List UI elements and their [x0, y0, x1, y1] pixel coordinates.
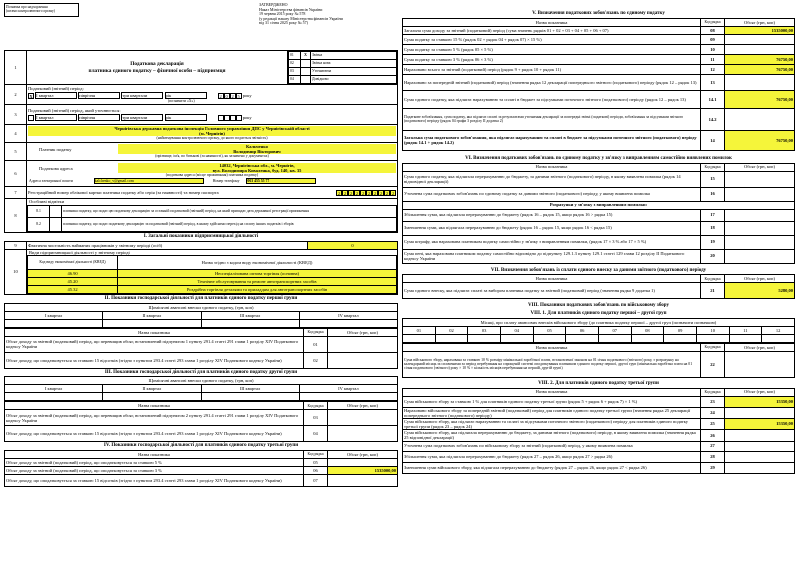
row-11-name: Сума податку за ставкою 3 % (рядок 06 × 3 %) [403, 54, 701, 64]
id-digit[interactable]: 2 [349, 190, 353, 196]
amount-head: Обсяг (грн, коп) [328, 328, 398, 336]
row-04-name: Обсяг доходу, що оподатковується за ставкою 15 відсотків (згідно з пунктом 293.4 статті 293 глави 1 розділу XIV Податкового кодексу України) [5, 426, 304, 442]
stamp-box [4, 3, 79, 17]
row-25-value[interactable]: 15350,00 [725, 418, 795, 429]
amount-head: Обсяг (грн, коп) [725, 343, 795, 351]
month-mark[interactable] [533, 334, 566, 342]
id-digit[interactable]: 2 [367, 190, 371, 196]
row-29-name: Зменшення суми військового збору, яка підлягала перерахуванню до бюджету (рядок 27 – рядок 26, якщо рядок 27 < рядка 26) [403, 462, 701, 473]
row-24-value[interactable] [725, 407, 795, 418]
section-1-table: 9 Фактична чисельність найманих працівників у звітному періоді (осіб) 0 10 Види підприємницької діяльності у звітному періоді Код виду економічної діяльності (КВЕД) Назва згідно з кодом виду економічної діяльності (КВЕД) 46.90 Неспеціалізована оптова торгівля (основна) 45.20 Технічне обслуговування та ремонт автотранспортних засобів 45.32 Роздрібна торгівля деталями та приладдям для автотранспортних засобів [4, 241, 398, 295]
year-digit[interactable]: 2 [231, 93, 234, 99]
section-4-rows [4, 450, 398, 487]
period-q3: три квартали [121, 92, 163, 99]
section-3-rows [4, 401, 398, 442]
section-4-title: IV. Показники господарської діяльності для платників єдиного податку третьої групи [103, 443, 299, 449]
code-head: Код рядка [304, 328, 328, 336]
row-13-code: 13 [701, 74, 725, 90]
row-05-code: 05 [304, 459, 328, 467]
row-07-value[interactable] [328, 475, 398, 487]
row-02-value[interactable] [328, 352, 398, 368]
row-21-code: 21 [701, 283, 725, 299]
row-14-value[interactable]: 76750,00 [725, 130, 795, 150]
type-utochnyuyucha: Уточнююча [311, 68, 397, 76]
row-12-name: Нараховано всього за звітний (податковий) період (рядок 9 + рядок 10 + рядок 11) [403, 64, 701, 74]
row-10-name: Сума податку за ставкою 5 % (рядок 05 × 5 %) [403, 44, 701, 54]
month-cell: 05 [533, 326, 566, 334]
code-head: Код рядка [701, 275, 725, 283]
row-20-name: Сума пені, яка нарахована платником податку самостійно відповідно до підпункту 129.1.3 пункту 129.1 статті 129 глави 12 розділу II Податкового кодексу України [403, 249, 701, 263]
month-cell: 01 [403, 326, 436, 334]
row-26-code: 26 [701, 430, 725, 441]
row-141-code: 14.1 [701, 90, 725, 108]
row-24-name: Нараховано військового збору за попередній звітний (податковий) період для платників єдиного податку третьої групи (значення рядка 25 декларації попереднього звітного (податкового) періоду) [403, 407, 701, 418]
amount-head: Обсяг (грн, коп) [725, 18, 795, 26]
left-column [4, 2, 398, 487]
month-mark[interactable] [403, 334, 436, 342]
section-6-title: VI. Визначення податкових зобов'язань по єдиному податку у зв'язку з виправленням самостійно виявлених помилок [465, 155, 732, 161]
employees-label: Фактична чисельність найманих працівників у звітному періоді (осіб) [27, 241, 308, 249]
name-head: Назва показника [403, 18, 701, 26]
authority-note: (найменування контролюючого органу, до якого подається звітність) [156, 136, 268, 141]
type-dovidkovo: Довідково [311, 76, 397, 84]
quarter-4: IV квартал [299, 385, 397, 393]
name-head: Назва показника [403, 388, 701, 396]
quarter-4-value[interactable] [299, 393, 397, 401]
months-head: Місяці, про сплату авансових внесків військового збору (до платника податку першої – другої груп (позначити позначкою) [403, 318, 795, 326]
row-23-name: Сума військового збору за ставкою 1 % для платників єдиного податку третьої групи (рядок 5 + рядок 6 + рядок 7) × 1 %) [403, 396, 701, 407]
employees-value[interactable]: 0 [308, 241, 398, 249]
row-142-value[interactable] [725, 108, 795, 130]
payer-note: (прізвище, ім'я, по батькові (за наявності), як зазначено у документах) [155, 154, 269, 159]
type-mark-2[interactable] [301, 60, 311, 68]
type-mark-4[interactable] [301, 76, 311, 84]
quarter-1-value[interactable] [5, 393, 103, 401]
row-27-value[interactable] [725, 441, 795, 451]
code-head: Код рядка [701, 343, 725, 351]
address-note: (податкова адреса (місце проживання) платника податку) [165, 173, 259, 178]
period-year: рік [165, 92, 207, 99]
id-label: Реєстраційний номер облікової картки платника податку або серія (за наявності) та номер паспорта [28, 189, 219, 195]
special-label: Особливі відмітки [29, 199, 65, 205]
section-2-table [4, 303, 398, 328]
row-16-name: Уточнена сума податкових зобов'язань по єдиному податку за даними звітного (податкового) періоду, у якому виявлена помилка [403, 187, 701, 201]
special-82-mark[interactable] [50, 217, 62, 231]
stamp-line1: Позначка про надходження [6, 5, 48, 9]
month-cell: 12 [762, 326, 795, 334]
header-table: 1 Податкова декларація платника єдиного податку – фізичної особи – підприємця 01 Х Звітна 02 Звітна нова 03 Уточнююча 04 Довідково 2 Податковий (звітний) період: Х I квартал півріччя три квартали рік 2 0 2 5 року (позначити «Х») 3 Податковий (звітний) період, який уточнюється: I квартал півріччя три квартали рік року 4 Чернігівська державна податкова інспекція Головного управління ДПС у Чернігівській області (м. Чернігів) (найменування контролюючого органу, до якого подається звітність) 5 Платник податку Кальченко Володимир Вікторович (прізвище, ім'я, по батькові (за наявності), як зазначено у документах) 6 Податкова адреса 14032, Чернігівська обл., м. Чернігів, вул. Володимира Коваленка, буд. 140, кв. 35 (податкова адреса (місце проживання) платника податку) Адреса електронної пошти kalchenko_v@gmail.com Номер телефону 063 455 55 77 7 Реєстраційний номер облікової картки платника податку або серія (за наявності) та номер паспорта 2 2 2 2 2 2 2 2 2 2 8 Особливі відмітки 8.1 платника податку, що подає цю податкову декларацію за останній податковий (звітний) період, на який припадає дата державної реєстрації припинення 8.2 платника податку, що подає податкову декларацію за податковий (звітний) період, в якому здійснено перехід на сплату інших податків і зборів [4, 50, 398, 233]
row-25-code: 25 [701, 418, 725, 429]
row-07-code: 07 [304, 475, 328, 487]
row-22-code: 22 [701, 351, 725, 377]
section-2-rows [4, 328, 398, 369]
row-11-code: 11 [701, 54, 725, 64]
row-21-name: Сума єдиного внеску, яка підлягає сплаті за вибором платника податку за звітний (податковий) період (значення рядка 9 додатка 1) [403, 283, 701, 299]
row-23-code: 23 [701, 396, 725, 407]
section-82-title: VIII. 2. Для платників єдиного податку третьої групи [538, 380, 659, 386]
row-12-code: 12 [701, 64, 725, 74]
id-digit[interactable]: 2 [337, 190, 341, 196]
row-08-name: Загальна сума доходу за звітний (податковий) період (сума значень рядків 01 + 02 + 03 + 04 + 05 + 06 + 07) [403, 26, 701, 34]
month-mark[interactable] [729, 334, 762, 342]
code-head: Код рядка [304, 402, 328, 410]
row-18-code: 18 [701, 221, 725, 235]
row-19-name: Сума штрафу, яка нарахована платником податку самостійно у зв'язку з виправленням помилки, (рядок 17 × 3 % або 17 × 5 %) [403, 235, 701, 249]
order-edit-date: від 31 січня 2025 року № 57) [259, 20, 308, 26]
section-7-table [402, 274, 795, 299]
payer-surname: Кальченко [118, 144, 396, 149]
code-head: Код рядка [701, 388, 725, 396]
section-81-title: VIII. 1. Для платників єдиного податку першої – другої груп [530, 311, 667, 316]
row-14-code: 14 [701, 130, 725, 150]
row-09-value[interactable] [725, 34, 795, 44]
row-19-code: 19 [701, 235, 725, 249]
section-1-title: I. Загальні показники підприємницької діяльності [143, 234, 259, 239]
row-09-code: 09 [701, 34, 725, 44]
corrected-mark[interactable] [28, 115, 34, 121]
month-mark[interactable] [631, 334, 664, 342]
month-cell: 03 [468, 326, 501, 334]
row-12-value[interactable]: 76750,00 [725, 64, 795, 74]
month-cell: 08 [631, 326, 664, 334]
kved-code: 45.20 [28, 277, 118, 285]
row-15-name: Сума єдиного податку, яка підлягала перерахуванню до бюджету, за даними звітного (податкового) періоду, в якому виявлена помилка (рядок 14 відповідної декларації) [403, 171, 701, 187]
row-15-code: 15 [701, 171, 725, 187]
special-81-mark[interactable] [50, 205, 62, 217]
month-cell: 07 [598, 326, 631, 334]
row-16-value[interactable] [725, 187, 795, 201]
row-28-name: Збільшення суми, яка підлягала перерахуванню до бюджету (рядок 27 – рядок 26, якщо рядок 27 > рядка 26) [403, 451, 701, 462]
title-line2: платника єдиного податку – фізичної особи – підприємця [88, 67, 226, 74]
id-digit[interactable]: 2 [391, 190, 395, 196]
id-digit[interactable]: 2 [361, 190, 365, 196]
section-5-table [402, 18, 795, 151]
row-04-value[interactable] [328, 426, 398, 442]
row-08-code: 08 [701, 26, 725, 34]
corrected-year-digit[interactable] [236, 115, 242, 121]
row-19-value[interactable] [725, 235, 795, 249]
section-81-table [402, 343, 795, 378]
kved-code: 46.90 [28, 269, 118, 277]
row-14-name: Загальна сума податкового зобов'язання, яка підлягає нарахуванню та сплаті в бюджет за підсумками поточного звітного (податкового) періоду (рядок 14.1 + рядок 14.2) [403, 130, 701, 150]
period-half: півріччя [78, 92, 120, 99]
row-10-value[interactable] [725, 44, 795, 54]
special-81-text: платника податку, що подає цю податкову декларацію за останній податковий (звітний) період, на який припадає дата державної реєстрації припинення [62, 205, 397, 217]
month-cell: 02 [435, 326, 468, 334]
code-head: Код рядка [701, 163, 725, 171]
phone-field[interactable]: 063 455 55 77 [246, 178, 316, 184]
row-15-value[interactable] [725, 171, 795, 187]
section-82-table [402, 388, 795, 474]
name-head: Назва показника [5, 451, 304, 459]
year-digit[interactable]: 5 [237, 93, 240, 99]
row-01-name: Обсяг доходу за звітний (податковий) період, що перевищив обсяг, встановлений підпунктом 1 пункту 291.4 статті 291 глави 1 розділу XIV Податкового кодексу України [5, 336, 304, 352]
month-cell: 04 [500, 326, 533, 334]
phone-label: Номер телефону [212, 178, 240, 183]
month-mark[interactable] [762, 334, 795, 342]
row-20-code: 20 [701, 249, 725, 263]
section-8-title: VIII. Показники податкових зобов'язань по військовому збору [528, 303, 669, 309]
type-mark-3[interactable] [301, 68, 311, 76]
special-82-text: платника податку, що подає податкову декларацію за податковий (звітний) період, в якому здійснено перехід на сплату інших податків і зборів [62, 217, 397, 231]
quarter-1: I квартал [5, 385, 103, 393]
month-cell: 11 [729, 326, 762, 334]
quarter-4-value[interactable] [299, 319, 397, 327]
row-16-code: 16 [701, 187, 725, 201]
quarter-2-value[interactable] [103, 319, 201, 327]
kved-name-head: Назва згідно з кодом виду економічної діяльності (КВЕД) [118, 255, 397, 269]
row-07-name: Обсяг доходу, що оподатковується за ставкою 15 відсотків (згідно з пунктом 293.4 статті 293 глави 1 розділу XIV Податкового кодексу України) [5, 475, 304, 487]
kved-name: Технічне обслуговування та ремонт автотранспортних засобів [118, 277, 397, 285]
month-mark[interactable] [468, 334, 501, 342]
row-10-code: 10 [701, 44, 725, 54]
row-21-value[interactable]: 5280,00 [725, 283, 795, 299]
month-mark[interactable] [566, 334, 599, 342]
row-04-code: 04 [304, 426, 328, 442]
quarter-2: II квартал [103, 311, 201, 319]
address-line2: вул. Володимира Коваленка, буд. 140, кв. 35 [118, 168, 396, 173]
corrected-half: півріччя [78, 114, 120, 121]
row-29-code: 29 [701, 462, 725, 473]
period-note: (позначити «Х») [168, 98, 195, 103]
id-digit[interactable]: 2 [373, 190, 377, 196]
row-03-name: Обсяг доходу за звітний (податковий) період, що перевищив обсяг, встановлений підпунктом 2 пункту 291.4 статті 291 глави 1 розділу XIV Податкового кодексу України [5, 410, 304, 426]
row-28-code: 28 [701, 451, 725, 462]
month-mark[interactable] [435, 334, 468, 342]
year-label: року [242, 92, 252, 98]
order-date: 19 червня 2015 року № 578 [259, 11, 306, 17]
row-11-value[interactable]: 76750,00 [725, 54, 795, 64]
corrected-period-label: Податковий (звітний) період, який уточнюється: [28, 107, 121, 113]
row-13-name: Нараховано за попередній звітний (податковий) період (значення рядка 12 декларації попереднього звітного (податкового) періоду (рядок 12 – рядок 13) [403, 74, 701, 90]
quarter-3: III квартал [201, 385, 299, 393]
row-13-value[interactable] [725, 74, 795, 90]
quarter-2-value[interactable] [103, 393, 201, 401]
row-25-name: Сума військового збору, яка підлягає нарахуванню та сплаті за підсумками поточного звітного (податкового) періоду для платників єдиного податку третьої групи (рядок 23 – рядок 24) [403, 418, 701, 429]
months-table [402, 318, 795, 343]
corrected-q3: три квартали [121, 114, 163, 121]
month-mark[interactable] [598, 334, 631, 342]
row-22-value[interactable] [725, 351, 795, 377]
name-head: Назва показника [403, 275, 701, 283]
row-05-name: Обсяг доходу за звітний (податковий) період, що оподатковується за ставкою 5 % [5, 459, 304, 467]
period-label: Податковий (звітний) період: [28, 85, 84, 91]
name-head: Назва показника [5, 402, 304, 410]
row-18-value[interactable] [725, 221, 795, 235]
quarter-3: III квартал [201, 311, 299, 319]
quarter-4: IV квартал [299, 311, 397, 319]
row-05-value[interactable] [328, 459, 398, 467]
code-head: Код рядка [304, 451, 328, 459]
row-27-name: Уточнена сума податкових зобов'язань по військовому збору за звітний (податковий) період, у якому виявлена помилка [403, 441, 701, 451]
year-digit[interactable]: 0 [225, 93, 228, 99]
row-142-code: 14.2 [701, 108, 725, 130]
right-column [402, 10, 795, 474]
id-digit[interactable]: 2 [343, 190, 347, 196]
monthly-rate-label: Щомісячні авансові внески єдиного податку, (грн, коп) [5, 303, 398, 311]
section-6-table [402, 163, 795, 264]
approved-label: ЗАТВЕРДЖЕНО [259, 2, 288, 7]
order-label: Наказ Міністерства фінансів України [259, 6, 323, 12]
year-digit[interactable]: 2 [219, 93, 222, 99]
kved-name: Неспеціалізована оптова торгівля (основна) [118, 269, 397, 277]
type-mark[interactable]: Х [301, 52, 311, 60]
row-22-name: Сума військового збору, нарахована за ставкою 10 % розміру мінімальної заробітної плати, встановленої законом на 01 січня податкового (звітного) року, з розрахунку на календарний місяць за сплаченими за період перебування на спрощеній системі оподаткування платником єдиного податку першої, другої груп (мінімальна заробітна плата на 01 січня податкового (звітного) року × 10 % × кількість місяців перебування на першій, другій групі) [403, 351, 701, 377]
calc-head: Розрахунки у зв'язку з виправленням помилки: [403, 201, 795, 209]
payer-given-names: Володимир Вікторович [118, 149, 396, 154]
row-141-name: Сума єдиного податку, яка підлягає нарахуванню та сплаті в бюджет за підсумками поточного звітного (податкового) періоду (рядок 12 – рядок 13) [403, 90, 701, 108]
row-20-value[interactable] [725, 249, 795, 263]
row-26-value[interactable] [725, 430, 795, 441]
id-digit[interactable]: 2 [385, 190, 389, 196]
row-142-name: Податкове зобов'язання, сума податку, яка підлягає сплаті за результатами уточнення декларації за попередні звітні (податкові) періоди, зобов'язання за підсумками звітного (податкового) періоду (рядок 04 графи 3 розділу II додатка 2) [403, 108, 701, 130]
id-digit[interactable]: 2 [379, 190, 383, 196]
row-02-name: Обсяг доходу, що оподатковується за ставкою 15 відсотків (згідно з пунктом 293.4 статті 293 глави 1 розділу XIV Податкового кодексу України) [5, 352, 304, 368]
section-7-title: VII. Визначення зобов'язань із сплати єдиного внеску за даними звітного (податкового) періоду [490, 267, 707, 273]
name-head: Назва показника [403, 343, 701, 351]
row-26-name: Сума військового збору, яка підлягала перерахуванню до бюджету, за даними звітного (податкового) періоду, в якому виявлена помилка (значення рядка 25 відповідної декларації) [403, 430, 701, 441]
code-head: Код рядка [701, 18, 725, 26]
month-cell: 10 [696, 326, 729, 334]
row-06-name: Обсяг доходу за звітний (податковий) період, що оподатковується за ставкою 3 % [5, 467, 304, 475]
row-06-value[interactable]: 1535000,00 [328, 467, 398, 475]
kved-code-head: Код виду економічної діяльності (КВЕД) [28, 255, 118, 269]
corrected-q1: I квартал [35, 114, 77, 121]
amount-head: Обсяг (грн, коп) [328, 451, 398, 459]
amount-head: Обсяг (грн, коп) [725, 275, 795, 283]
quarter-3-value[interactable] [201, 319, 299, 327]
row-17-name: Збільшення суми, яка підлягала перерахуванню до бюджету (рядок 16 – рядок 15, якщо рядок 16 > рядка 15) [403, 209, 701, 221]
authority-name: Чернігівська державна податкова інспекція Головного управління ДПС у Чернігівській області [28, 126, 396, 131]
declaration-type-table: 01 Х Звітна 02 Звітна нова 03 Уточнююча 04 Довідково [288, 51, 397, 84]
row-06-code: 06 [304, 467, 328, 475]
month-cell: 09 [664, 326, 697, 334]
row-18-name: Зменшення суми, яка підлягала перерахуванню до бюджету (рядок 16 – рядок 15, якщо рядок 16 < рядка 15) [403, 221, 701, 235]
row-29-value[interactable] [725, 462, 795, 473]
stamp-line2: (штамп контролюючого органу) [6, 9, 56, 14]
approval-block [259, 3, 399, 26]
type-zvitna: Звітна [311, 52, 397, 60]
email-label: Адреса електронної пошти [29, 178, 73, 183]
kved-label: Види підприємницької діяльності у звітному періоді [29, 249, 130, 255]
authority-sub: (м. Чернігів) [28, 131, 396, 136]
section-3-table [4, 376, 398, 401]
section-2-title: II. Показники господарської діяльності для платників єдиного податку першої групи [104, 295, 298, 301]
corrected-year-item: рік [165, 114, 207, 121]
kved-name: Роздрібна торгівля деталями та приладдям для автотранспортних засобів [118, 285, 397, 293]
row-17-code: 17 [701, 209, 725, 221]
row-28-value[interactable] [725, 451, 795, 462]
period-q1: I квартал [35, 92, 77, 99]
amount-head: Обсяг (грн, коп) [328, 402, 398, 410]
period-mark[interactable]: Х [29, 93, 33, 99]
type-zvitna-nova: Звітна нова [311, 60, 397, 68]
row-03-value[interactable] [328, 410, 398, 426]
id-digit[interactable]: 2 [355, 190, 359, 196]
address-label: Податкова адреса [39, 165, 73, 171]
row-24-code: 24 [701, 407, 725, 418]
quarter-1: I квартал [5, 311, 103, 319]
monthly-rate-label-3: Щомісячні авансові внески єдиного податку, (грн, коп) [5, 377, 398, 385]
title-line1: Податкова декларація [130, 61, 184, 68]
address-line1: 14032, Чернігівська обл., м. Чернігів, [118, 163, 396, 168]
quarter-3-value[interactable] [201, 393, 299, 401]
row-08-value[interactable]: 1535000,00 [725, 26, 795, 34]
row-27-code: 27 [701, 441, 725, 451]
month-mark[interactable] [664, 334, 697, 342]
name-head: Назва показника [5, 328, 304, 336]
email-field[interactable]: kalchenko_v@gmail.com [94, 178, 204, 184]
row-23-value[interactable]: 15350,00 [725, 396, 795, 407]
amount-head: Обсяг (грн, коп) [725, 163, 795, 171]
row-09-name: Сума податку за ставкою 15 % (рядок 02 + рядок 04 + рядок 07) × 15 %) [403, 34, 701, 44]
row-01-value[interactable] [328, 336, 398, 352]
row-01-code: 01 [304, 336, 328, 352]
month-cell: 06 [566, 326, 599, 334]
section-5-title: V. Визначення податкових зобов'язань по єдиному податку [532, 11, 665, 16]
month-mark[interactable] [500, 334, 533, 342]
order-edit: (у редакції наказу Міністерства фінансів України [259, 15, 343, 21]
name-head: Назва показника [403, 163, 701, 171]
row-02-code: 02 [304, 352, 328, 368]
quarter-2: II квартал [103, 385, 201, 393]
corrected-year-label: року [242, 115, 252, 120]
row-03-code: 03 [304, 410, 328, 426]
kved-code: 45.32 [28, 285, 118, 293]
quarter-1-value[interactable] [5, 319, 103, 327]
section-3-title: III. Показники господарської діяльності для платників єдиного податку другої групи [104, 369, 298, 375]
row-17-value[interactable] [725, 209, 795, 221]
payer-label: Платник податку [39, 146, 72, 152]
amount-head: Обсяг (грн, коп) [725, 388, 795, 396]
month-mark[interactable] [696, 334, 729, 342]
row-141-value[interactable]: 76750,00 [725, 90, 795, 108]
